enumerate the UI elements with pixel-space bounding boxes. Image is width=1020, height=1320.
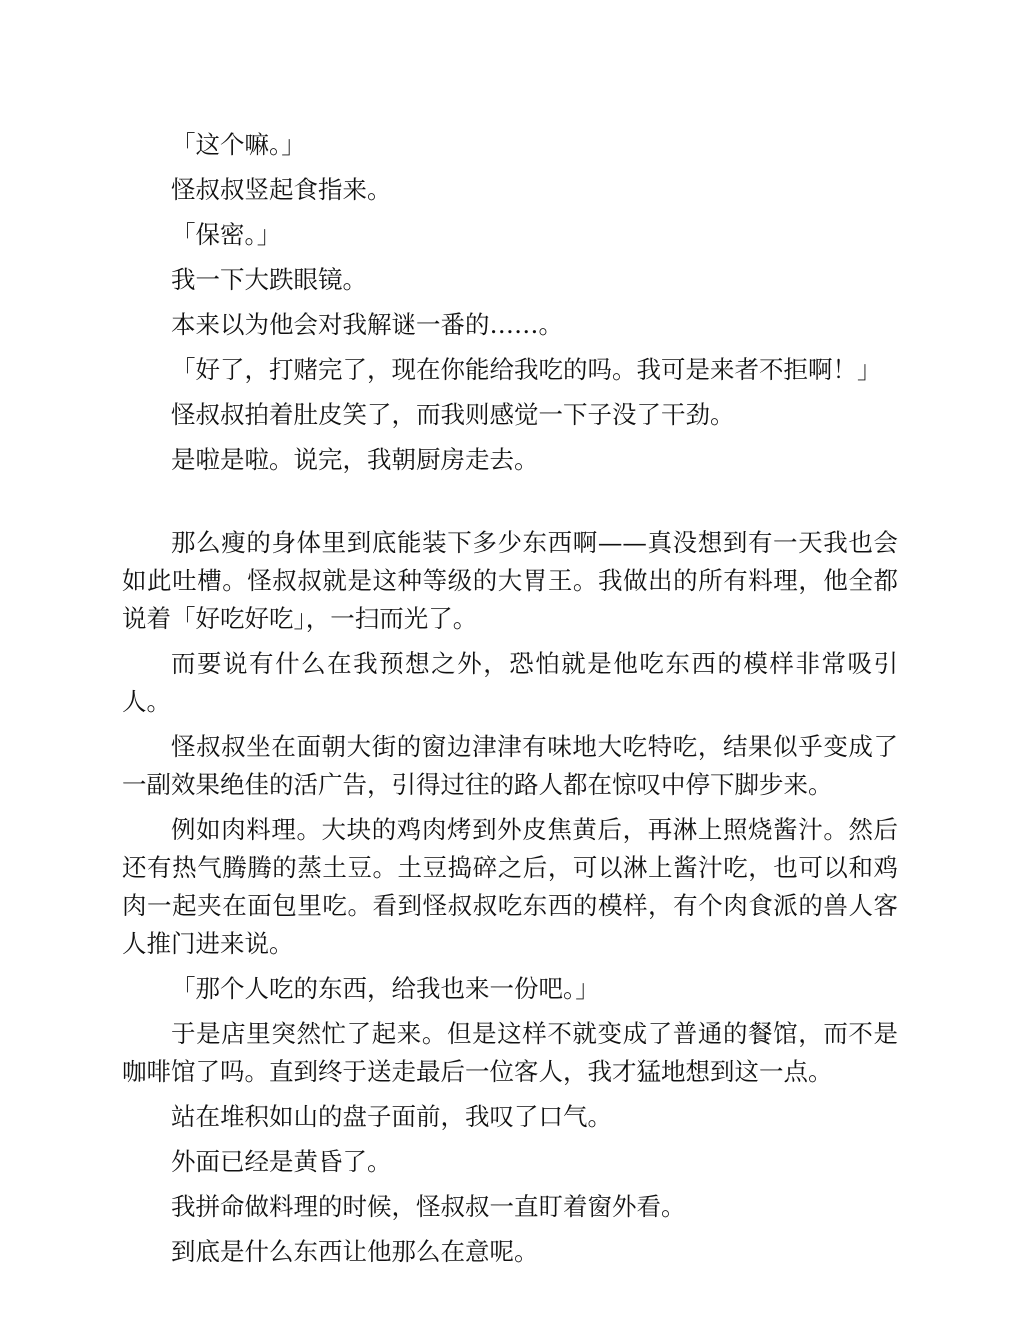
paragraph: 「那个人吃的东西，给我也来一份吧。」	[171, 974, 600, 1003]
paragraph: 怪叔叔竖起食指来。	[171, 175, 392, 204]
paragraph: 而要说有什么在我预想之外，恐怕就是他吃东西的模样非常吸引人。	[122, 649, 898, 716]
document-page	[122, 126, 898, 1271]
paragraph: 我一下大跌眼镜。	[171, 265, 367, 294]
paragraph: 怪叔叔拍着肚皮笑了，而我则感觉一下子没了干劲。	[171, 400, 735, 429]
paragraph: 那么瘦的身体里到底能装下多少东西啊——真没想到有一天我也会如此吐槽。怪叔叔就是这种等级的大胃王。我做出的所有料理，他全都说着「好吃好吃」，一扫而光了。	[122, 528, 898, 633]
paragraph: 例如肉料理。大块的鸡肉烤到外皮焦黄后，再淋上照烧酱汁。然后还有热气腾腾的蒸土豆。土豆捣碎之后，可以淋上酱汁吃，也可以和鸡肉一起夹在面包里吃。看到怪叔叔吃东西的模样，有个肉食派的兽人客人推门进来说。	[122, 815, 898, 958]
paragraph: 「这个嘛。」	[171, 130, 306, 159]
paragraph: 是啦是啦。说完，我朝厨房走去。	[171, 445, 539, 474]
paragraph: 于是店里突然忙了起来。但是这样不就变成了普通的餐馆，而不是咖啡馆了吗。直到终于送走最后一位客人，我才猛地想到这一点。	[122, 1019, 898, 1086]
paragraph: 站在堆积如山的盘子面前，我叹了口气。	[171, 1102, 612, 1131]
paragraph: 本来以为他会对我解谜一番的……。	[171, 310, 563, 339]
paragraph: 怪叔叔坐在面朝大街的窗边津津有味地大吃特吃，结果似乎变成了一副效果绝佳的活广告，引得过往的路人都在惊叹中停下脚步来。	[122, 732, 898, 799]
paragraph: 我拼命做料理的时候，怪叔叔一直盯着窗外看。	[171, 1192, 686, 1221]
paragraph: 「好了，打赌完了，现在你能给我吃的吗。我可是来者不拒啊！」	[171, 355, 882, 384]
paragraph: 外面已经是黄昏了。	[171, 1147, 392, 1176]
paragraph: 「保密。」	[171, 220, 282, 249]
paragraph: 到底是什么东西让他那么在意呢。	[171, 1237, 539, 1266]
section-break	[122, 479, 898, 524]
